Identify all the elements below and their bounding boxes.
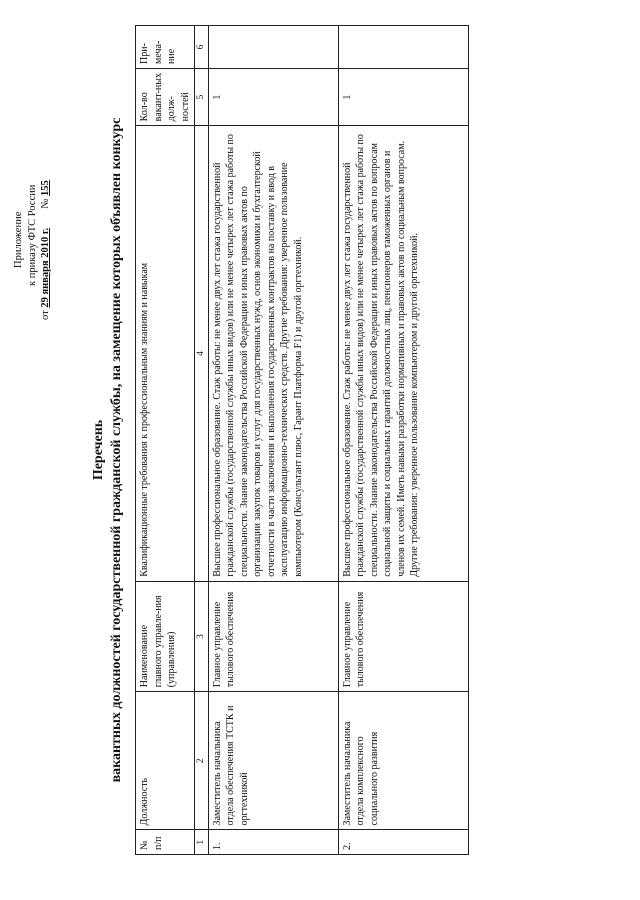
appendix-order: к приказу ФТС России xyxy=(26,184,38,286)
row-count: 1 xyxy=(338,69,468,126)
row-count: 1 xyxy=(208,69,338,126)
appendix-header xyxy=(12,120,53,320)
header-department: Наименование главного управле-ния (управления) xyxy=(136,581,195,692)
order-date: 29 января 2010 г. xyxy=(40,227,52,308)
row-note xyxy=(338,26,468,69)
row-requirements: Высшее профессиональное образование. Стаж работы: не менее двух лет стажа государственной гражданской службы (государственной службы иных видов) или не менее четырех лет стажа работы по специальности. Знание законодательства Российской Федерации и иных правовых актов по вопросам социальной защиты и социальных гарантий должностных лиц, пенсионеров таможенных органов и членов их семей. Иметь навыки разработки нормативных и правовых актов по социальным вопросам. Другие требования: уверенное пользование компьютером и другой оргтехникой. xyxy=(338,126,468,581)
table-row xyxy=(338,26,468,855)
header-num: № п/п xyxy=(136,830,195,855)
column-number-row xyxy=(195,26,209,855)
table-header-row xyxy=(136,26,195,855)
table-row xyxy=(208,26,338,855)
date-prefix: от xyxy=(40,310,52,320)
row-department: Главное управление тылового обеспечения xyxy=(208,581,338,692)
row-requirements: Высшее профессиональное образование. Стаж работы: не менее двух лет стажа государственной гражданской службы (государственной службы иных видов) или не менее четырех лет стажа работы по специальности. Знание законодательства Российской Федерации и иных правовых актов по организации закупок товаров и услуг для государственных нужд, основ экономики и бухгалтерской отчетности в части заключения и выполнения государственных контрактов на поставку и ввод в эксплуатацию информационно-технических средств. Другие требования: уверенное пользование компьютером (Консультант плюс, Гарант Платформа F1) и другой оргтехникой. xyxy=(208,126,338,581)
number-prefix: № xyxy=(40,198,52,209)
header-requirements: Квалификационные требования к профессиональным знаниям и навыкам xyxy=(136,126,195,581)
appendix-date-line xyxy=(39,120,53,320)
column-number: 5 xyxy=(195,69,209,126)
document-title xyxy=(90,0,125,900)
header-count: Кол-во вакант-ных долж-ностей xyxy=(136,69,195,126)
column-number: 3 xyxy=(195,581,209,692)
title-line1: Перечень xyxy=(91,419,106,481)
row-note xyxy=(208,26,338,69)
appendix-label: Приложение xyxy=(13,211,24,268)
vacancies-table xyxy=(135,25,469,855)
title-line2: вакантных должностей государственной гражданской службы, на замещение которых объявлен конкурс xyxy=(108,117,124,783)
header-note: При-меча-ние xyxy=(136,26,195,69)
column-number: 1 xyxy=(195,830,209,855)
header-position: Должность xyxy=(136,692,195,830)
row-department: Главное управление тылового обеспечения xyxy=(338,581,468,692)
column-number: 4 xyxy=(195,126,209,581)
row-num: 1. xyxy=(208,830,338,855)
order-number: 155 xyxy=(40,180,52,196)
row-position: Заместитель начальника отдела обеспечения ТСТК и оргтехникой xyxy=(208,692,338,830)
row-position: Заместитель начальника отдела комплексного социального развития xyxy=(338,692,468,830)
column-number: 2 xyxy=(195,692,209,830)
row-num: 2. xyxy=(338,830,468,855)
column-number: 6 xyxy=(195,26,209,69)
